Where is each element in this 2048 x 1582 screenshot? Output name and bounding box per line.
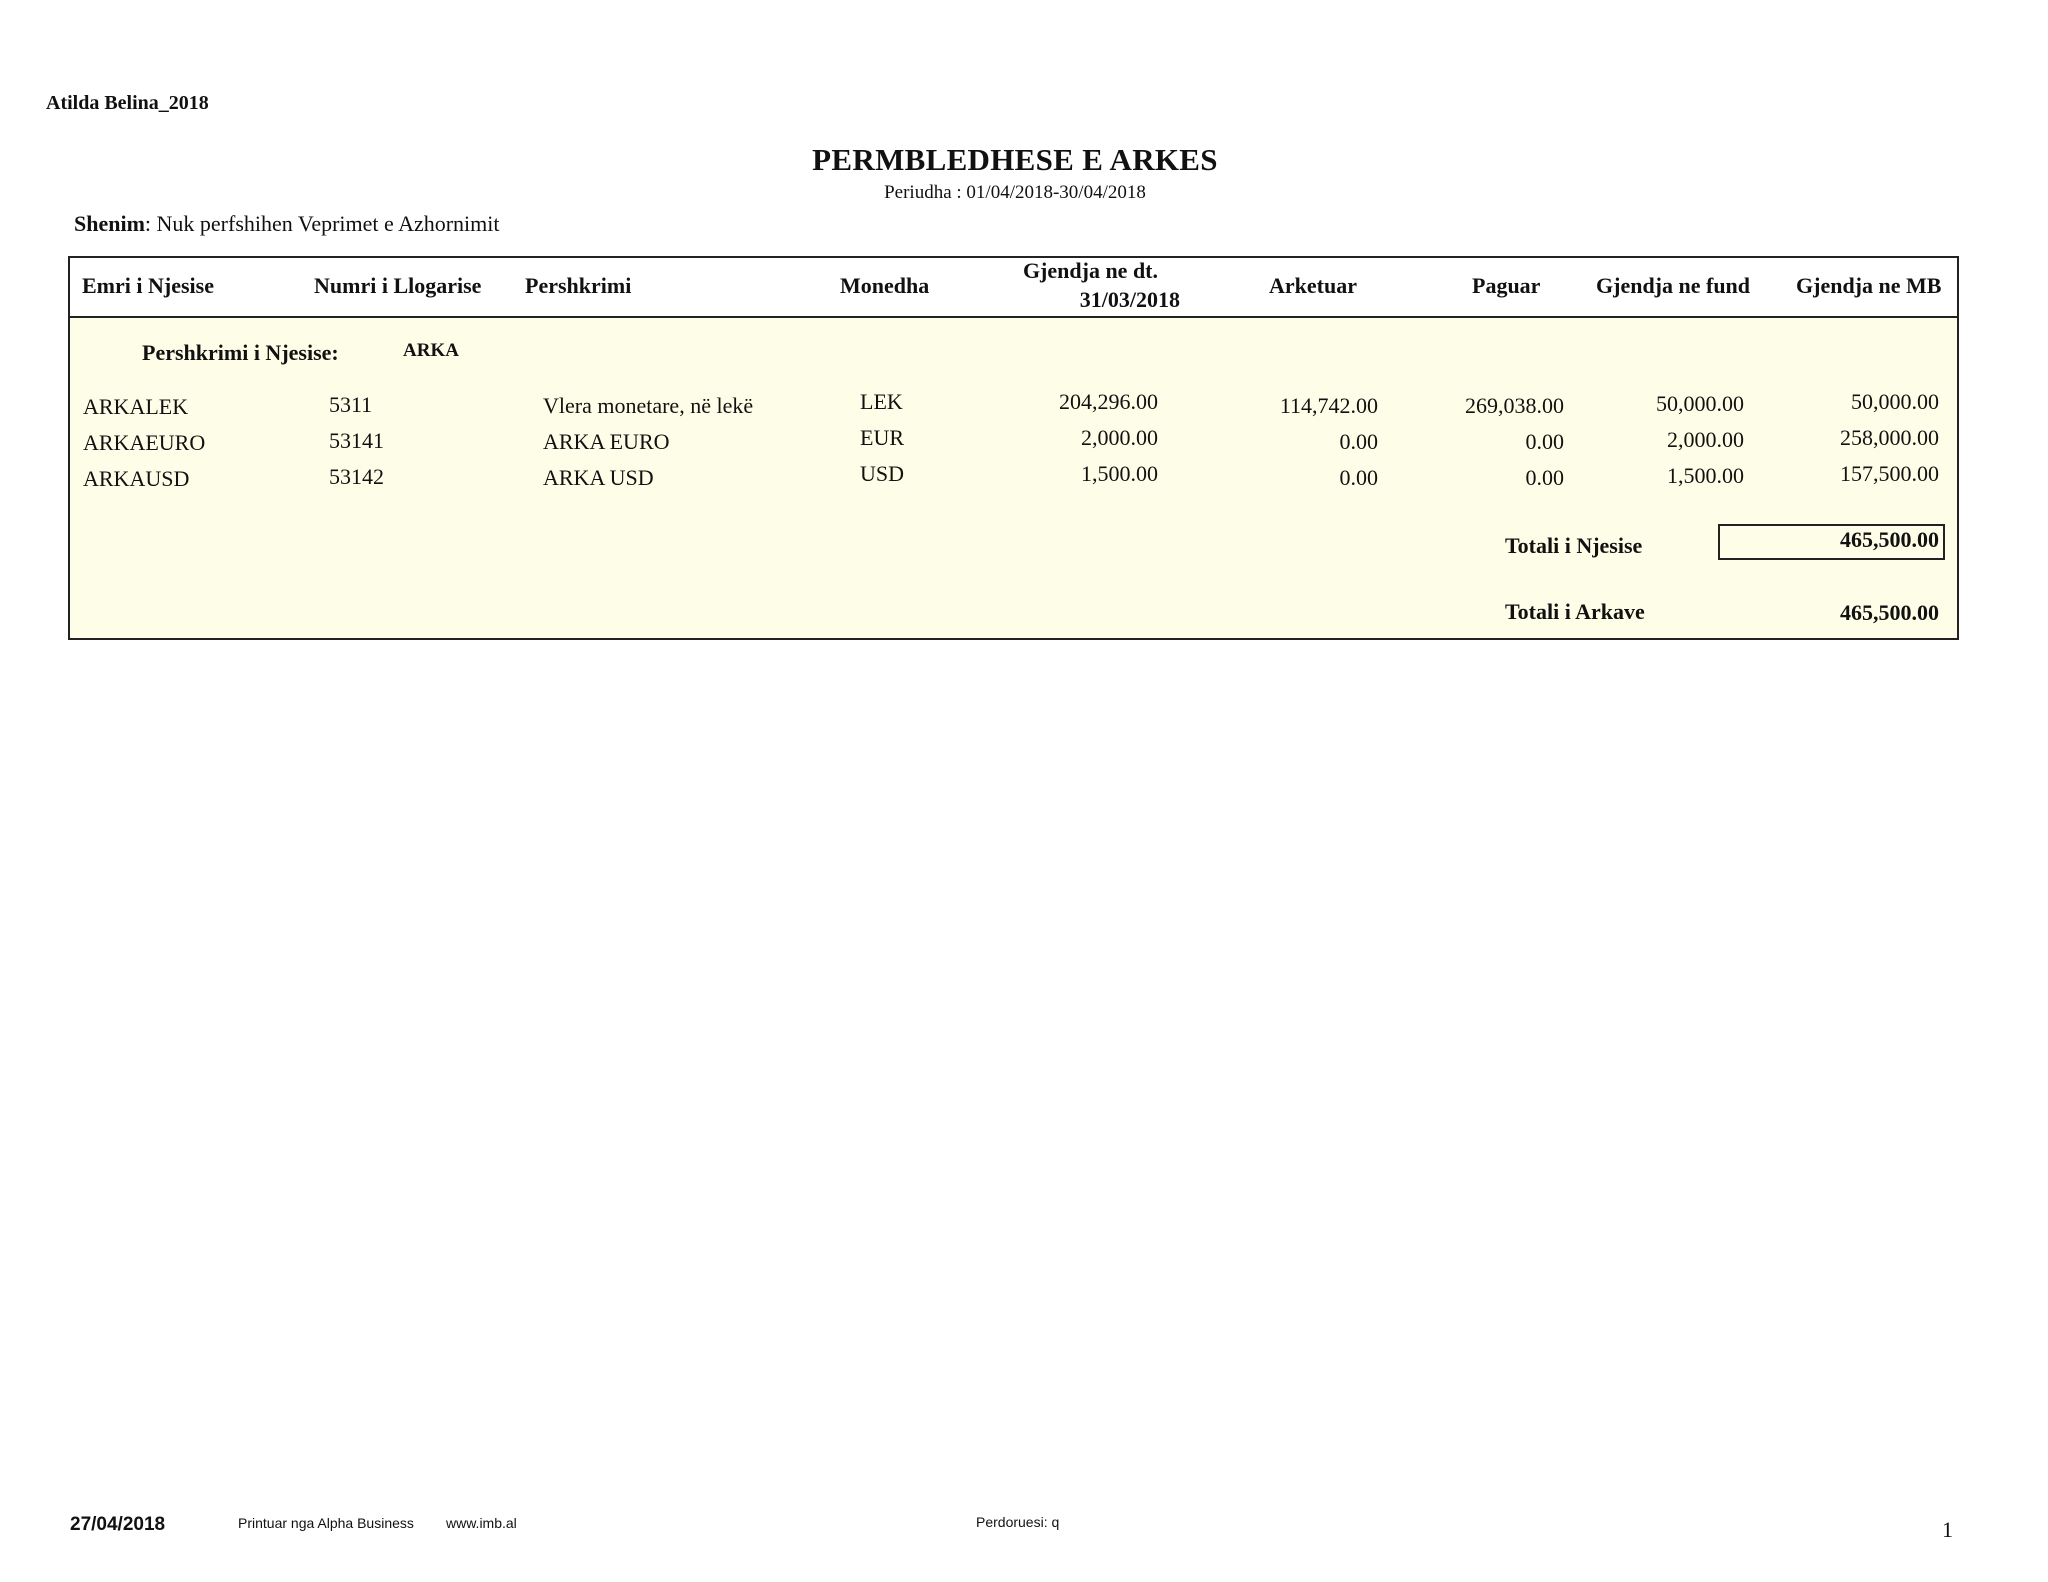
unit-label: Pershkrimi i Njesise: (142, 340, 339, 365)
row-description: Vlera monetare, në lekë (543, 393, 754, 418)
row-closing-mb: 258,000.00 (1840, 425, 1939, 450)
grand-total-label: Totali i Arkave (1505, 599, 1645, 624)
row-name: ARKAEURO (83, 430, 206, 455)
header-currency: Monedha (840, 273, 930, 298)
row-closing-mb: 50,000.00 (1851, 389, 1939, 414)
page-number: 1 (1942, 1517, 1953, 1542)
header-opening-line2: 31/03/2018 (1079, 287, 1180, 312)
table-header (70, 258, 1957, 318)
row-received: 0.00 (1339, 429, 1378, 454)
row-name: ARKAUSD (83, 466, 190, 491)
row-account: 53141 (329, 428, 384, 453)
unit-value: ARKA (403, 340, 459, 361)
row-currency: LEK (860, 389, 903, 414)
row-paid: 0.00 (1525, 465, 1564, 490)
grand-total-value: 465,500.00 (1840, 600, 1939, 625)
header-received: Arketuar (1269, 273, 1357, 298)
note-label: Shenim (74, 211, 145, 236)
row-description: ARKA USD (543, 465, 654, 490)
header-closing-mb: Gjendja ne MB (1796, 273, 1942, 298)
footer-website: www.imb.al (446, 1515, 517, 1531)
row-opening: 1,500.00 (1081, 461, 1158, 486)
row-currency: USD (860, 461, 905, 486)
header-name: Emri i Njesise (82, 273, 214, 298)
header-account: Numri i Llogarise (314, 273, 482, 298)
row-paid: 269,038.00 (1465, 393, 1564, 418)
company-name: Atilda Belina_2018 (46, 92, 209, 114)
unit-total-label: Totali i Njesise (1505, 533, 1643, 558)
row-currency: EUR (860, 425, 904, 450)
header-closing: Gjendja ne fund (1596, 273, 1751, 298)
row-account: 5311 (329, 392, 373, 417)
row-received: 0.00 (1339, 465, 1378, 490)
unit-total-value: 465,500.00 (1840, 527, 1939, 552)
row-description: ARKA EURO (543, 429, 670, 454)
row-opening: 204,296.00 (1059, 389, 1158, 414)
row-account: 53142 (329, 464, 384, 489)
row-paid: 0.00 (1525, 429, 1564, 454)
cash-summary-table (68, 256, 1959, 640)
header-opening-line1: Gjendja ne dt. (1022, 258, 1158, 283)
row-closing: 1,500.00 (1667, 463, 1744, 488)
footer-printed-by: Printuar nga Alpha Business (238, 1515, 414, 1531)
row-opening: 2,000.00 (1081, 425, 1158, 450)
row-closing: 50,000.00 (1656, 391, 1744, 416)
row-name: ARKALEK (83, 394, 189, 419)
header-description: Pershkrimi (525, 273, 632, 298)
footer-date: 27/04/2018 (70, 1514, 166, 1535)
header-paid: Paguar (1472, 273, 1541, 298)
report-period: Periudha : 01/04/2018-30/04/2018 (884, 182, 1146, 203)
report-title: PERMBLEDHESE E ARKES (812, 142, 1218, 177)
row-received: 114,742.00 (1279, 393, 1378, 418)
row-closing-mb: 157,500.00 (1840, 461, 1939, 486)
footer-user: Perdoruesi: q (976, 1514, 1060, 1530)
note-text: : Nuk perfshihen Veprimet e Azhornimit (144, 211, 500, 236)
report-note (74, 211, 500, 237)
row-closing: 2,000.00 (1667, 427, 1744, 452)
